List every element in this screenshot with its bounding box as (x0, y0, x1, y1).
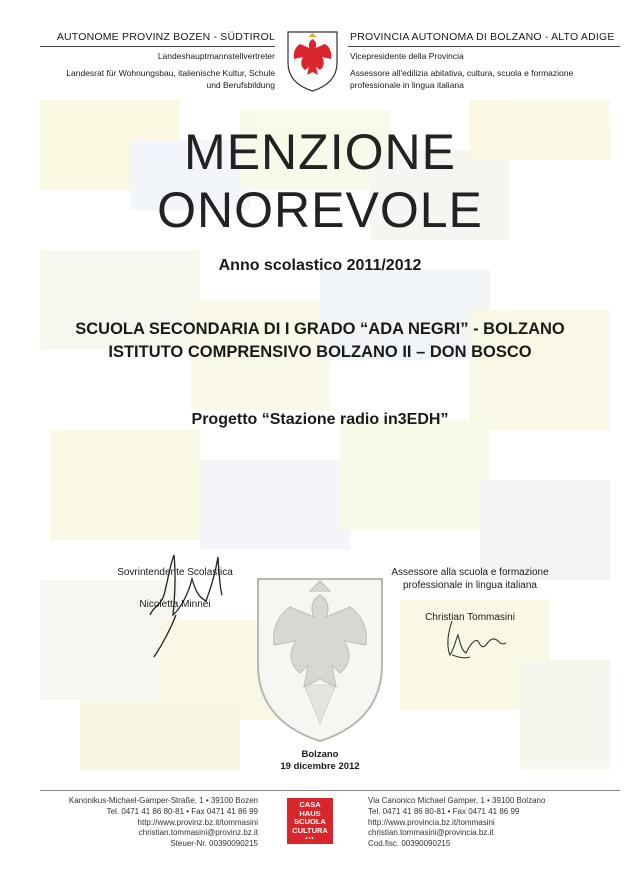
left-signatory-name: Nicoletta Minnei (139, 599, 211, 610)
footer-left-line: christian.tommasini@provinz.bz.it (138, 828, 258, 838)
tyrolean-eagle-icon (252, 573, 388, 745)
logo-text: HAUS (299, 808, 321, 818)
right-signatory-role-line2: professionale in lingua italiana (403, 580, 537, 591)
footer-right-line: Via Canonico Michael Gamper, 1 • 39100 Bolzano (368, 796, 546, 805)
footer-rule (40, 790, 620, 791)
right-signatory-role-line1: Assessore alla scuola e formazione (391, 567, 549, 578)
footer-left (40, 796, 258, 850)
logo-dots: ••• (305, 836, 315, 843)
title-line1: MENZIONE (184, 124, 456, 180)
right-signature-scrawl (440, 615, 520, 665)
school-name: SCUOLA SECONDARIA DI I GRADO “ADA NEGRI” - BOLZANO (75, 320, 565, 338)
school-year: Anno scolastico 2011/2012 (218, 257, 422, 274)
header-right-details (350, 50, 620, 91)
footer-right-line: http://www.provincia.bz.it/tommasini (368, 817, 495, 827)
header-left (20, 31, 275, 43)
institute-name: ISTITUTO COMPRENSIVO BOLZANO II – DON BOSCO (108, 343, 532, 361)
header-left-line3: und Berufsbildung (206, 80, 275, 90)
date: 19 dicembre 2012 (280, 761, 360, 772)
casa-scuola-cultura-logo (287, 798, 333, 844)
footer-left-line: http://www.provinz.bz.it/tommasini (137, 817, 258, 827)
place: Bolzano (301, 749, 339, 760)
footer-right-line: Cod.fisc. 00390090215 (368, 839, 451, 849)
footer-left-line: Kanonikus-Michael-Gamper-Straße, 1 • 39100 Bozen (68, 796, 258, 805)
tyrolean-eagle-icon (285, 29, 340, 93)
logo-text: CULTURA (292, 825, 328, 835)
footer-left-line: Tel. 0471 41 86 80-81 • Fax 0471 41 86 99 (106, 806, 258, 816)
header-right-rule (348, 46, 620, 47)
title-line2: ONOREVOLE (157, 182, 483, 238)
header-left-rule (40, 46, 275, 47)
header-right-line1: Vicepresidente della Provincia (350, 51, 464, 61)
footer-left-line: Steuer-Nr. 00390090215 (170, 839, 258, 849)
place-date (250, 749, 390, 773)
header-left-line2: Landesrat für Wohnungsbau, italienische Kultur, Schule (66, 68, 275, 78)
header-right-line3: professionale in lingua italiana (350, 80, 464, 90)
right-signatory-name: Christian Tommasini (425, 612, 515, 623)
header-right (350, 31, 620, 43)
left-signatory-role: Sovrintendente Scolastica (117, 567, 233, 578)
footer-right (368, 796, 618, 850)
project-title: Progetto “Stazione radio in3EDH” (191, 411, 449, 428)
left-signature-scrawl (140, 545, 240, 665)
header-left-details (20, 50, 275, 91)
logo-text: SCUOLA (294, 817, 326, 827)
header-left-title: AUTONOME PROVINZ BOZEN - SÜDTIROL (56, 31, 275, 43)
footer-right-line: christian.tommasini@provincia.bz.it (368, 828, 494, 838)
header-right-line2: Assessore all'edilizia abitativa, cultura, scuola e formazione (350, 68, 574, 78)
header-right-title: PROVINCIA AUTONOMA DI BOLZANO - ALTO ADIGE (350, 31, 615, 43)
logo-text: CASA (299, 800, 321, 809)
header-left-line1: Landeshauptmannstellvertreter (157, 51, 275, 61)
footer-right-line: Tel. 0471 41 86 80-81 • Fax 0471 41 86 99 (368, 806, 520, 816)
